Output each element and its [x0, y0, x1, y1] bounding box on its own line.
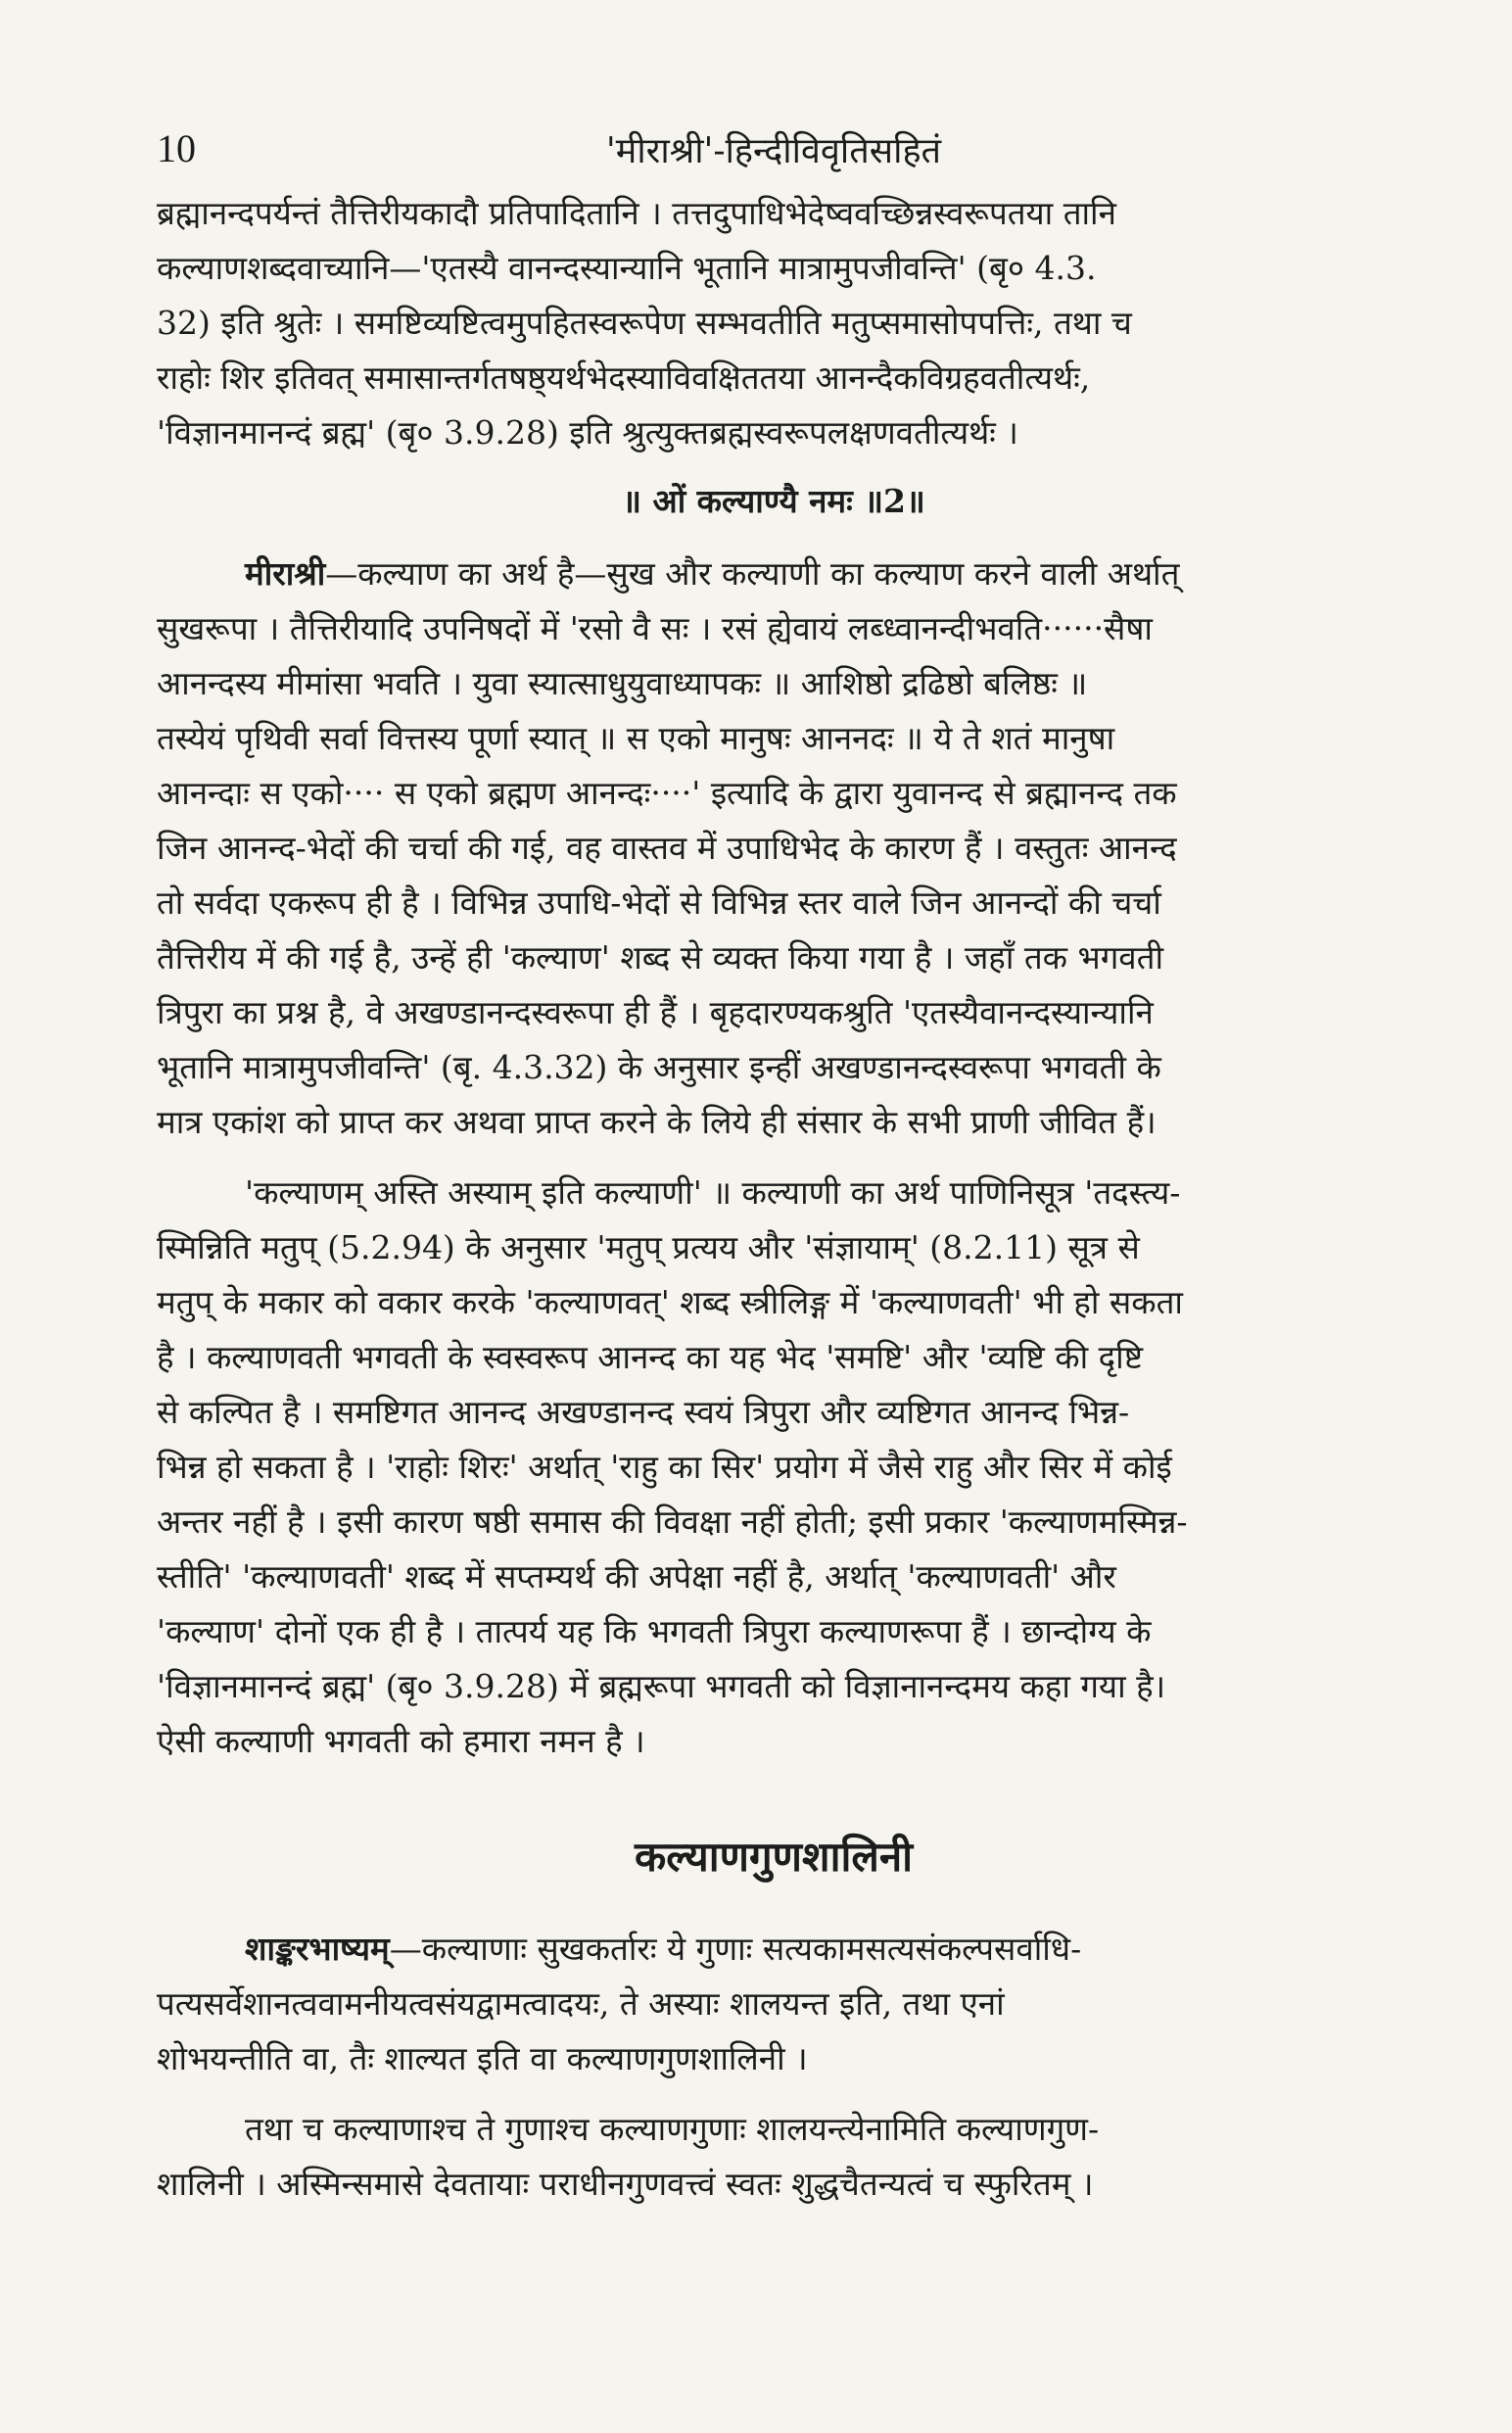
text-line: 32) इति श्रुतेः । समष्टिव्यष्टित्वमुपहितस्वरूपेण सम्भवतीति मतुप्समासोपपत्तिः, तथा च: [157, 304, 1132, 342]
meerashri-lead: मीराश्री: [245, 554, 326, 593]
text-line: राहोः शिर इतिवत् समासान्तर्गतषष्ठ्यर्थभेदस्याविवक्षिततया आनन्दैकविग्रहवतीत्यर्थः,: [157, 358, 1091, 397]
book-page: [157, 118, 1391, 2212]
text-line: अन्तर नहीं है । इसी कारण षष्ठी समास की विवक्षा नहीं होती; इसी प्रकार 'कल्याणमस्मिन्न-: [157, 1503, 1188, 1541]
text-line: स्तीति' 'कल्याणवती' शब्द में सप्तम्यर्थ की अपेक्षा नहीं है, अर्थात् 'कल्याणवती' और: [157, 1557, 1116, 1596]
text-line: [157, 1922, 1391, 1977]
text-line: शोभयन्तीति वा, तैः शाल्यत इति वा कल्याणगुणशालिनी ।: [157, 2039, 808, 2077]
text-line: 'विज्ञानमानन्दं ब्रह्म' (बृ० 3.9.28) इति श्रुत्युक्तब्रह्मस्वरूपलक्षणवतीत्यर्थः ।: [157, 413, 1018, 452]
kalyani-paragraph: [157, 1166, 1391, 1769]
text-line: है । कल्याणवती भगवती के स्वस्वरूप आनन्द का यह भेद 'समष्टि' और 'व्यष्टि की दृष्टि: [157, 1338, 1143, 1376]
text-line: सुखरूपा । तैत्तिरीयादि उपनिषदों में 'रसो वै सः । रसं ह्येवायं लब्ध्वानन्दीभवति······सैषा: [157, 609, 1153, 647]
text-line: से कल्पित है । समष्टिगत आनन्द अखण्डानन्द स्वयं त्रिपुरा और व्यष्टिगत आनन्द भिन्न-: [157, 1393, 1130, 1431]
section-heading: कल्याणगुणशालिनी: [634, 1833, 914, 1881]
text-line: मात्र एकांश को प्राप्त कर अथवा प्राप्त करने के लिये ही संसार के सभी प्राणी जीवित हैं।: [157, 1103, 1157, 1141]
text-line: 'विज्ञानमानन्दं ब्रह्म' (बृ० 3.9.28) में ब्रह्मरूपा भगवती को विज्ञानानन्दमय कहा गया है।: [157, 1667, 1166, 1705]
text-line: तैत्तिरीय में की गई है, उन्हें ही 'कल्याण' शब्द से व्यक्त किया गया है । जहाँ तक भगवती: [157, 938, 1163, 977]
text-line: भूतानि मात्रामुपजीवन्ति' (बृ. 4.3.32) के अनुसार इन्हीं अखण्डानन्दस्वरूपा भगवती के: [157, 1048, 1161, 1086]
page-number: 10: [157, 126, 196, 170]
running-title: 'मीराश्री'-हिन्दीविवृतिसहितं: [605, 131, 942, 171]
text-line: ब्रह्मानन्दपर्यन्तं तैत्तिरीयकादौ प्रतिपादितानि । तत्तदुपाधिभेदेष्ववच्छिन्नस्वरूपतया तानि: [157, 194, 1116, 232]
sanskrit-commentary-continuation: [157, 186, 1391, 460]
text-line: तस्येयं पृथिवी सर्वा वित्तस्य पूर्णा स्यात् ॥ स एको मानुषः आननदः ॥ ये ते शतं मानुषा: [157, 719, 1115, 757]
text-line: आनन्दाः स एको···· स एको ब्रह्मण आनन्दः····' इत्यादि के द्वारा युवानन्द से ब्रह्मानन्द तक: [157, 774, 1177, 812]
meerashri-paragraph: [157, 547, 1391, 1150]
text-line: 'कल्याण' दोनों एक ही है । तात्पर्य यह कि भगवती त्रिपुरा कल्याणरूपा हैं । छान्दोग्य के: [157, 1612, 1152, 1650]
text-line: स्मिन्निति मतुप् (5.2.94) के अनुसार 'मतुप् प्रत्यय और 'संज्ञायाम्' (8.2.11) सूत्र से: [157, 1228, 1140, 1266]
invocation-verse: ॥ ओं कल्याण्यै नमः ॥2॥: [622, 482, 925, 520]
text-fragment: —कल्याण का अर्थ है—सुख और कल्याणी का कल्याण करने वाली अर्थात्: [325, 554, 1180, 593]
text-line: जिन आनन्द-भेदों की चर्चा की गई, वह वास्तव में उपाधिभेद के कारण हैं । वस्तुतः आनन्द: [157, 829, 1177, 867]
text-line: त्रिपुरा का प्रश्न है, वे अखण्डानन्दस्वरूपा ही हैं । बृहदारण्यकश्रुति 'एतस्यैवानन्दस्यान्यानि: [157, 993, 1154, 1031]
text-line: ऐसी कल्याणी भगवती को हमारा नमन है ।: [157, 1722, 645, 1760]
text-line: [157, 547, 1391, 601]
text-line: मतुप् के मकार को वकार करके 'कल्याणवत्' शब्द स्त्रीलिङ्ग में 'कल्याणवती' भी हो सकता: [157, 1283, 1183, 1321]
text-line: तो सर्वदा एकरूप ही है । विभिन्न उपाधि-भेदों से विभिन्न स्तर वाले जिन आनन्दों की चर्चा: [157, 883, 1161, 922]
text-line: तथा च कल्याणाश्च ते गुणाश्च कल्याणगुणाः शालयन्त्येनामिति कल्याणगुण-: [245, 2110, 1100, 2148]
text-line: भिन्न हो सकता है । 'राहोः शिरः' अर्थात् 'राहु का सिर' प्रयोग में जैसे राहु और सिर में कोई: [157, 1448, 1172, 1486]
shankara-lead: शाङ्करभाष्यम्: [245, 1930, 390, 1968]
text-line: 'कल्याणम् अस्ति अस्याम् इति कल्याणी' ॥ कल्याणी का अर्थ पाणिनिसूत्र 'तदस्त्य-: [245, 1173, 1181, 1212]
shankara-bhashya-paragraph: [157, 1922, 1391, 2086]
final-paragraph: [157, 2102, 1391, 2212]
text-line: पत्यसर्वेशानत्ववामनीयत्वसंयद्वामत्वादयः, ते अस्याः शालयन्त इति, तथा एनां: [157, 1984, 1005, 2023]
text-line: आनन्दस्य मीमांसा भवति । युवा स्यात्साधुयुवाध्यापकः ॥ आशिष्ठो द्रढिष्ठो बलिष्ठः ॥: [157, 664, 1088, 702]
text-line: शालिनी । अस्मिन्समासे देवतायाः पराधीनगुणवत्त्वं स्वतः शुद्धचैतन्यत्वं च स्फुरितम् ।: [157, 2165, 1094, 2203]
text-line: कल्याणशब्दवाच्यानि—'एतस्यै वानन्दस्यान्यानि भूतानि मात्रामुपजीवन्ति' (बृ० 4.3.: [157, 249, 1097, 287]
text-fragment: —कल्याणाः सुखकर्तारः ये गुणाः सत्यकामसत्यसंकल्पसर्वाधि-: [389, 1930, 1082, 1968]
page-header: [157, 118, 1391, 186]
